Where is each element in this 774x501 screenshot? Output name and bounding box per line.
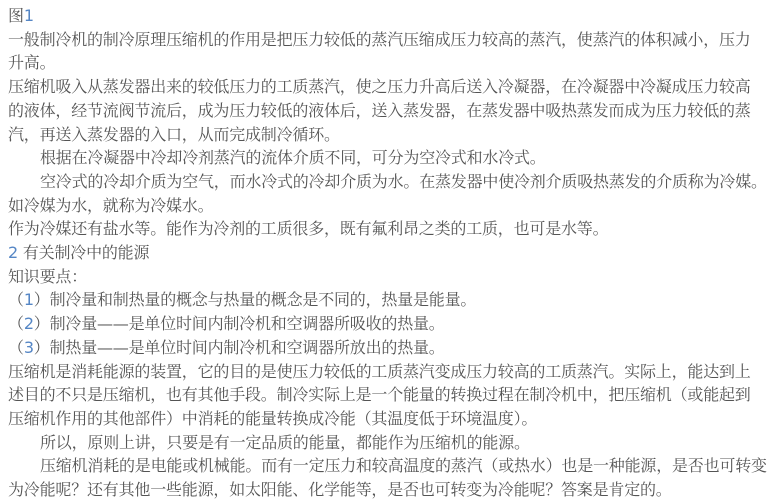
body-text: 压缩机消耗的是电能或机械能。而有一定压力和较高温度的蒸汽（或热水）也是一种能源，是否也可转变 xyxy=(40,456,767,476)
text-line xyxy=(8,51,772,75)
text-line xyxy=(8,360,772,384)
body-text: ）制冷量——是单位时间内制冷机和空调器所吸收的热量。 xyxy=(33,314,445,334)
digit-text: 2 xyxy=(23,314,34,334)
text-line xyxy=(8,336,772,360)
body-text: 作为冷媒还有盐水等。能作为冷剂的工质很多，既有氟利昂之类的工质，也可是水等。 xyxy=(8,219,609,239)
text-line xyxy=(8,478,772,501)
body-text: 压缩机是消耗能源的装置，它的目的是使压力较低的工质蒸汽变成压力较高的工质蒸汽。实际上，能达到上 xyxy=(8,361,751,381)
text-line xyxy=(8,383,772,407)
body-text: 知识要点： xyxy=(8,266,88,286)
text-line xyxy=(8,431,772,455)
body-text: 空冷式的冷却介质为空气，而水冷式的冷却介质为水。在蒸发器中使冷剂介质吸热蒸发的介质称为冷媒。 xyxy=(40,171,767,191)
body-text: 压缩机作用的其他部件）中消耗的能量转换成冷能（其温度低于环境温度）。 xyxy=(8,408,538,428)
body-text: 压缩机吸入从蒸发器出来的较低压力的工质蒸汽，使之压力升高后送入冷凝器，在冷凝器中冷凝成压力较高 xyxy=(8,77,751,97)
text-line xyxy=(8,288,772,312)
body-text: 有关制冷中的能源 xyxy=(17,243,150,263)
text-line xyxy=(8,407,772,431)
body-text: 为冷能呢？还有其他一些能源，如太阳能、化学能等，是否也可转变为冷能呢？答案是肯定的。 xyxy=(8,480,672,500)
body-text: ）制冷量和制热量的概念与热量的概念是不同的，热量是能量。 xyxy=(33,290,477,310)
body-text: 升高。 xyxy=(8,53,56,73)
body-text: （ xyxy=(8,290,24,310)
text-line xyxy=(8,146,772,170)
text-line xyxy=(8,123,772,147)
digit-text: 1 xyxy=(23,290,34,310)
text-line xyxy=(8,194,772,218)
body-text: 根据在冷凝器中冷却冷剂蒸汽的流体介质不同，可分为空冷式和水冷式。 xyxy=(40,148,546,168)
text-line xyxy=(8,241,772,265)
text-line xyxy=(8,28,772,52)
body-text: （ xyxy=(8,314,24,334)
body-text: 汽，再送入蒸发器的入口，从而完成制冷循环。 xyxy=(8,124,340,144)
text-line xyxy=(8,4,772,28)
text-line xyxy=(8,75,772,99)
digit-text: 3 xyxy=(23,337,34,357)
digit-text: 1 xyxy=(23,6,34,25)
body-text: 所以，原则上讲，只要是有一定品质的能量，都能作为压缩机的能源。 xyxy=(40,432,530,452)
body-text: 一般制冷机的制冷原理压缩机的作用是把压力较低的蒸汽压缩成压力较高的蒸汽，使蒸汽的体积减小，压力 xyxy=(8,29,751,49)
body-text: （ xyxy=(8,337,24,357)
text-line xyxy=(8,312,772,336)
text-line xyxy=(8,170,772,194)
body-text: 图 xyxy=(8,6,24,25)
body-text: 如冷媒为水，就称为冷媒水。 xyxy=(8,195,214,215)
digit-text: 2 xyxy=(8,243,18,263)
body-text: ）制热量——是单位时间内制冷机和空调器所放出的热量。 xyxy=(33,337,445,357)
body-text: 述目的不只是压缩机，也有其他手段。制冷实际上是一个能量的转换过程在制冷机中，把压缩机（或能起到 xyxy=(8,385,751,405)
text-line xyxy=(8,217,772,241)
text-line xyxy=(8,99,772,123)
text-line xyxy=(8,454,772,478)
text-line xyxy=(8,265,772,289)
body-text: 的液体，经节流阀节流后，成为压力较低的液体后，送入蒸发器，在蒸发器中吸热蒸发而成为压力较低的蒸 xyxy=(8,100,751,120)
